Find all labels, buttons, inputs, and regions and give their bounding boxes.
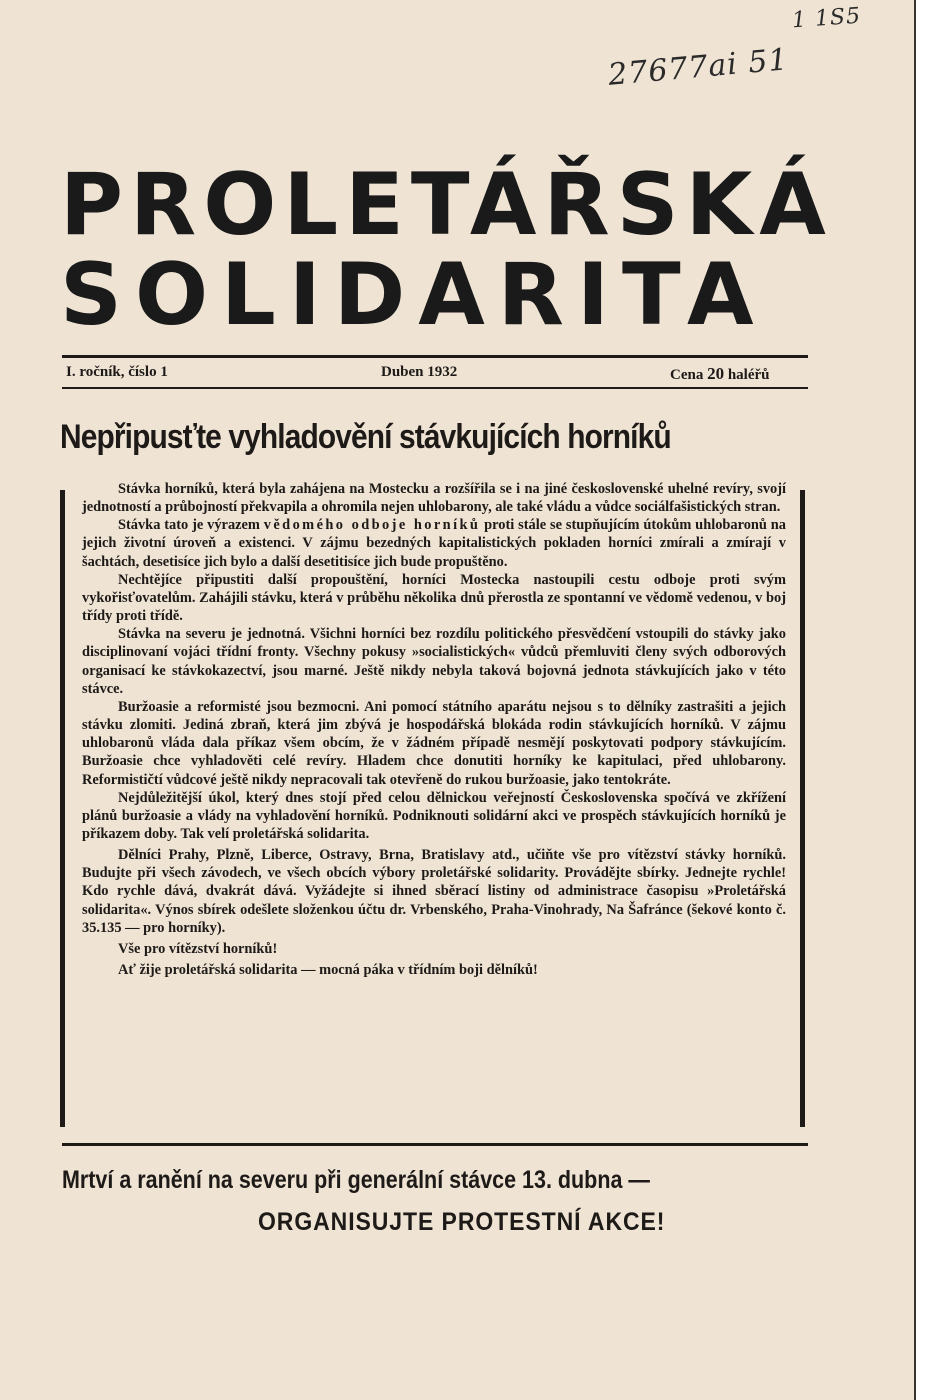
paragraph-2-emphasis: vědomého odboje horníků	[263, 517, 481, 534]
price-unit: haléřů	[727, 367, 770, 383]
rule-bottom	[62, 1143, 808, 1146]
issue-date: Duben 1932	[381, 364, 458, 380]
paragraph-5: Buržoasie a reformisté jsou bezmocni. Ani pomocí státního aparátu nejsou s to dělníky zastrašiti a jejich stávku zlomiti. Jediná zbraň, která jim zbývá je hospodářská blokáda rodin stávkujících horníků. V zájmu uhlobaronů vláda dala příkaz všem obcím, že v žádném případě nesmějí poskytovati podpory stávkujícím. Buržoasie chce vyhladověti celé revíry. Hladem chce donutiti horníky ke kapitulaci, před uhlobarony. Reformističtí vůdcové ještě nikdy nepracovali tak otevřeně do rukou buržoasie, jako tentokráte.	[82, 698, 786, 788]
handwritten-catalog-number: 27677ai 51	[606, 42, 790, 93]
bottom-headline: Mrtví a ranění na severu při generální stávce 13. dubna —	[62, 1166, 650, 1194]
paragraph-1: Stávka horníků, která byla zahájena na Mostecku a rozšířila se i na jiné československé uhelné revíry, svojí jednotností a průbojností překvapila a ohromila nejen uhlobarony, ale také vládu a vůdce sociálfašistických stran.	[82, 481, 786, 516]
paragraph-6: Nejdůležitější úkol, který dnes stojí před celou dělnickou veřejností Československa spočívá ve zkřížení plánů buržoasie a vlády na vyhladovění horníků. Podniknouti solidární akci ve prospěch stávkujících horníků je příkazem doby. Tak velí proletářská solidarita.	[82, 789, 786, 842]
masthead-line-1: PROLETÁŘSKÁ	[60, 155, 833, 255]
scan-margin	[916, 0, 950, 1400]
issue-price	[670, 364, 770, 384]
rule-top	[62, 355, 808, 358]
handwritten-mark: 1 1S5	[791, 3, 862, 34]
article-border-left	[60, 490, 65, 1127]
article-border-right	[800, 490, 805, 1127]
rule-under-issue	[62, 387, 808, 389]
price-prefix: Cena	[670, 367, 704, 383]
paragraph-8: Vše pro vítězství horníků!	[118, 940, 278, 957]
masthead-line-2: SOLIDARITA	[60, 245, 767, 345]
paragraph-2-start: Stávka tato je výrazem	[118, 517, 260, 534]
price-value: 20	[707, 364, 725, 383]
paragraph-7: Dělníci Prahy, Plzně, Liberce, Ostravy, Brna, Bratislavy atd., učiňte vše pro vítězství stávky horníků. Budujte při všech závodech, ve všech obcích výbory proletářské solidarity. Provádějte sbírky. Jednejte rychle! Kdo rychle dává, dvakrát dává. Vyžádejte si ihned sběrací listiny od administrace časopisu »Proletářská solidarita«. Výnos sbírek odešlete složenkou účtu dr. Vrbenského, Praha-Vinohrady, Na Šafránce (šekové konto č. 35.135 — pro horníky).	[82, 847, 786, 936]
bottom-call-to-action: ORGANISUJTE PROTESTNÍ AKCE!	[258, 1208, 666, 1236]
paragraph-4: Stávka na severu je jednotná. Všichni horníci bez rozdílu politického přesvědčení vstoupili do stávky jako disciplinovaní vojáci třídní fronty. Všechny pokusy »socialistických« vůdců přemluviti členy svých odborových organisací ke stávkokazectví, jsou marné. Ještě nikdy nebyla taková bojovná jednota stávkujících jako v této stávce.	[82, 626, 786, 697]
paragraph-9: Ať žije proletářská solidarita — mocná páka v třídním boji dělníků!	[118, 962, 538, 979]
article-headline: Nepřipusťte vyhladovění stávkujících horníků	[60, 418, 671, 456]
article-body	[82, 480, 786, 979]
paragraph-3: Nechtějíce připustiti další propouštění, horníci Mostecka nastoupili cestu odboje proti svým vykořisťovatelům. Zahájili stávku, která v průběhu několika dnů přerostla ze spontanní ve vědomě vedenou, v boj třídy proti třídě.	[82, 571, 786, 625]
paragraph-2-end: proti stále se stupňujícím útokům uhlobaronů na jejich životní úroveň a existenci. V zájmu bezedných kapitalistických pokladen horníci zmírali a zmírají v šachtách, desetisíce jich bylo a další desetitisíce jich bude propuštěno.	[82, 517, 786, 570]
issue-volume: I. ročník, číslo 1	[66, 364, 168, 380]
paragraph-2	[82, 516, 786, 570]
